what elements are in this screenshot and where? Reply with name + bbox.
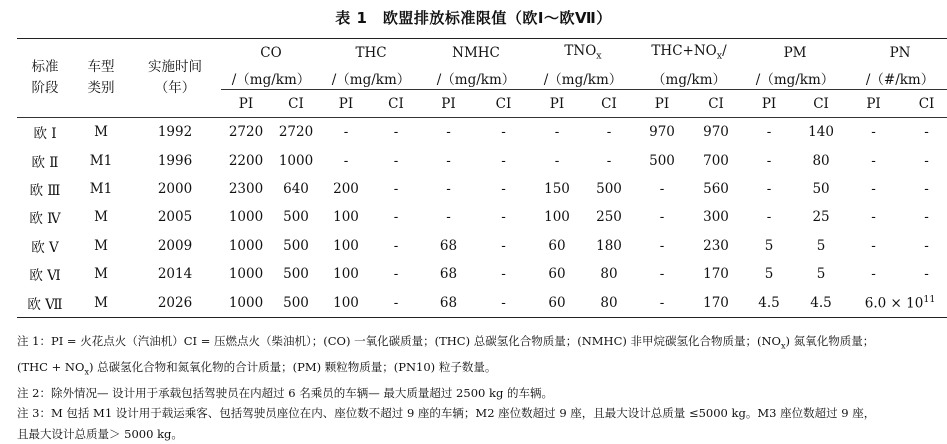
cell-value: - <box>501 180 506 197</box>
cell-value: 500 <box>596 180 622 197</box>
cell-value: - <box>766 180 772 197</box>
cell-value: 68 <box>439 266 458 283</box>
subheader-ci: CI <box>708 95 724 112</box>
unit-pm: /（mg/km） <box>743 67 847 90</box>
table-row <box>17 232 947 260</box>
cell-value: - <box>501 152 506 169</box>
cell-value: - <box>554 124 560 141</box>
cell-value: - <box>606 124 612 141</box>
table-row <box>17 260 947 288</box>
cell-stage: 欧 Ⅵ <box>29 268 61 285</box>
cell-value: 80 <box>600 266 618 283</box>
cell-type: M <box>94 266 108 283</box>
cell-value: 5 <box>816 266 826 283</box>
cell-value: - <box>446 152 451 169</box>
cell-value: - <box>766 209 772 226</box>
cell-value: 4.5 <box>758 294 780 311</box>
pn-base: 6.0 × 10 <box>864 295 924 312</box>
cell-value: 970 <box>649 124 675 141</box>
unit-thc: /（mg/km） <box>321 67 421 90</box>
cell-value: 500 <box>649 152 675 169</box>
cell-type: M1 <box>89 180 113 197</box>
cell-value: - <box>659 294 665 311</box>
note-1-line-1-head: 注 1：PI = 火花点火（汽油机）CI = 压燃点火（柴油机）；(CO) 一氧化碳质量；(THC) 总碳氢化合物质量；(NMHC) 非甲烷碳氢化合物质量；(NO <box>17 334 781 348</box>
header-thc: THC <box>355 44 387 61</box>
header-co: CO <box>260 44 282 61</box>
pn-exponent: 11 <box>923 293 936 305</box>
unit-co: /（mg/km） <box>221 67 321 90</box>
cell-value: 150 <box>544 180 570 197</box>
cell-value: - <box>393 237 399 254</box>
cell-value: 140 <box>808 124 834 141</box>
cell-value: 180 <box>596 237 622 254</box>
header-implementation-year <box>129 39 221 118</box>
cell-year: 2005 <box>157 209 193 226</box>
cell-year: 2026 <box>157 294 193 311</box>
subheader-ci: CI <box>495 95 512 112</box>
header-thc-nox <box>635 39 743 67</box>
cell-value: - <box>446 124 451 141</box>
cell-value: 80 <box>812 152 830 169</box>
note-1-line-2 <box>17 357 933 383</box>
note-3-line-2: 且最大设计总质量＞ 5000 kg。 <box>17 426 183 441</box>
subheader-pi: PI <box>654 95 670 112</box>
cell-value: 250 <box>596 209 622 226</box>
cell-stage: 欧 Ⅱ <box>31 154 59 171</box>
cell-value: - <box>501 266 506 283</box>
cell-value: 970 <box>703 124 729 141</box>
cell-value: - <box>393 180 399 197</box>
cell-value: - <box>606 152 612 169</box>
header-thc-nox-main: THC+NO <box>651 43 717 60</box>
cell-type: M <box>94 237 108 254</box>
cell-value: - <box>924 152 929 169</box>
unit-tnox: /（mg/km） <box>531 67 635 90</box>
cell-value: 100 <box>333 294 359 311</box>
subheader-ci: CI <box>388 95 404 112</box>
header-stage-line1: 标准 <box>31 59 59 75</box>
cell-value: - <box>501 124 506 141</box>
cell-value: 500 <box>283 266 309 283</box>
cell-value: - <box>446 209 451 226</box>
cell-value: - <box>924 124 929 141</box>
cell-value: - <box>393 266 399 283</box>
cell-value: 100 <box>544 209 570 226</box>
cell-value: - <box>393 124 399 141</box>
cell-value: - <box>659 180 665 197</box>
header-type-line2: 类别 <box>87 80 115 96</box>
table-row <box>17 288 947 317</box>
unit-pn: /（#/km） <box>847 67 947 90</box>
cell-value: 2720 <box>278 124 314 141</box>
unit-nmhc: /（mg/km） <box>421 67 531 90</box>
cell-stage: 欧 Ⅲ <box>29 182 61 199</box>
cell-value: 68 <box>439 294 458 311</box>
cell-type: M <box>94 209 108 226</box>
subheader-pi: PI <box>549 95 565 112</box>
cell-value: 68 <box>439 237 458 254</box>
cell-value: - <box>501 294 506 311</box>
cell-value: - <box>924 266 929 283</box>
cell-value: 170 <box>703 294 729 311</box>
cell-type: M1 <box>89 152 113 169</box>
cell-value: 60 <box>548 237 566 254</box>
cell-year: 2000 <box>157 180 193 197</box>
subheader-pi: PI <box>338 95 354 112</box>
cell-value: 50 <box>812 180 830 197</box>
cell-value: 100 <box>333 209 359 226</box>
header-tnox-sub: x <box>596 51 602 63</box>
cell-value: - <box>659 209 665 226</box>
cell-value: - <box>924 180 929 197</box>
header-thc-nox-tail: / <box>722 43 727 60</box>
table-row <box>17 118 947 147</box>
cell-value: - <box>924 209 929 226</box>
header-date-line1: 实施时间 <box>148 59 202 75</box>
cell-value: 200 <box>333 180 359 197</box>
table-row <box>17 203 947 231</box>
header-vehicle-type <box>73 39 129 118</box>
cell-year: 2014 <box>157 266 193 283</box>
emission-standards-table <box>17 38 947 318</box>
unit-thc-nox: （mg/km） <box>635 67 743 90</box>
cell-value: 230 <box>703 237 729 254</box>
cell-value: - <box>343 152 349 169</box>
cell-value: - <box>766 152 772 169</box>
cell-value: - <box>924 237 929 254</box>
cell-year: 1992 <box>157 124 193 141</box>
cell-value: - <box>659 237 665 254</box>
cell-value: - <box>393 209 399 226</box>
cell-value: - <box>554 152 560 169</box>
cell-stage: 欧 Ⅳ <box>29 211 61 228</box>
cell-type: M <box>94 124 108 141</box>
header-pm: PM <box>783 44 807 61</box>
note-1-line-2-head: (THC + NO <box>17 359 85 374</box>
cell-value: 1000 <box>228 237 264 254</box>
header-stage <box>17 39 73 118</box>
cell-value: 2720 <box>228 124 264 141</box>
cell-value: 170 <box>703 266 729 283</box>
subheader-pi: PI <box>238 95 254 112</box>
cell-stage: 欧 Ⅶ <box>27 296 63 313</box>
cell-value: 25 <box>812 209 830 226</box>
cell-value: - <box>871 266 876 283</box>
note-1-line-2-sub: x <box>84 367 89 377</box>
cell-value: 2300 <box>228 180 264 197</box>
note-1-line-2-tail: ) 总碳氢化合物和氮氧化物的合计质量；(PM) 颗粒物质量；(PN10) 粒子数量。 <box>88 359 497 374</box>
cell-value: 80 <box>600 294 618 311</box>
cell-value: - <box>501 209 506 226</box>
note-1-line-1-sub: x <box>781 341 786 351</box>
cell-value: 5 <box>764 237 774 254</box>
cell-stage: 欧 Ⅰ <box>33 126 57 143</box>
table-row <box>17 175 947 203</box>
table-title: 表 1 欧盟排放标准限值（欧Ⅰ～欧Ⅶ） <box>335 9 612 27</box>
cell-year: 1996 <box>157 152 193 169</box>
header-type-line1: 车型 <box>87 59 115 75</box>
cell-stage: 欧 Ⅴ <box>31 239 59 256</box>
cell-value: 1000 <box>228 209 264 226</box>
cell-value: 700 <box>703 152 729 169</box>
cell-value: 5 <box>816 237 826 254</box>
cell-value: 4.5 <box>810 294 832 311</box>
cell-value: - <box>659 266 665 283</box>
cell-value: - <box>446 180 451 197</box>
cell-value: - <box>871 180 876 197</box>
subheader-ci: CI <box>918 95 935 112</box>
subheader-pi: PI <box>441 95 456 112</box>
cell-value: - <box>871 124 876 141</box>
subheader-ci: CI <box>601 95 617 112</box>
table-notes <box>17 331 933 444</box>
cell-value: 100 <box>333 237 359 254</box>
cell-value: - <box>501 237 506 254</box>
cell-value: - <box>871 209 876 226</box>
cell-value: 100 <box>333 266 359 283</box>
cell-value: 560 <box>703 180 729 197</box>
cell-value: 1000 <box>278 152 314 169</box>
header-tnox-main: TNO <box>564 43 597 60</box>
cell-value: 300 <box>703 209 729 226</box>
cell-value: 5 <box>764 266 774 283</box>
cell-year: 2009 <box>157 237 193 254</box>
header-pn: PN <box>889 44 911 61</box>
cell-value: - <box>343 124 349 141</box>
cell-value: 2200 <box>228 152 264 169</box>
cell-value: 1000 <box>228 266 264 283</box>
cell-value: 60 <box>548 294 566 311</box>
note-1-line-1-tail: ) 氮氧化物质量； <box>785 334 875 348</box>
header-thc-nox-sub: x <box>716 51 723 63</box>
cell-value: - <box>393 152 399 169</box>
cell-value: 500 <box>283 237 309 254</box>
cell-type: M <box>94 294 108 311</box>
table-row <box>17 146 947 174</box>
cell-value: 1000 <box>228 294 264 311</box>
cell-pn-merged <box>847 288 947 317</box>
subheader-pi: PI <box>866 95 881 112</box>
cell-value: - <box>871 152 876 169</box>
note-1-line-1 <box>17 331 933 357</box>
cell-value: 500 <box>283 294 309 311</box>
header-date-line2: （年） <box>154 80 196 96</box>
subheader-pi: PI <box>761 95 777 112</box>
cell-value: - <box>393 294 399 311</box>
subheader-ci: CI <box>813 95 829 112</box>
cell-value: - <box>871 237 876 254</box>
cell-value: 500 <box>283 209 309 226</box>
header-nmhc: NMHC <box>452 44 500 61</box>
cell-value: 60 <box>548 266 566 283</box>
note-3-line-1: 注 3：M 包括 M1 设计用于载运乘客、包括驾驶员座位在内、座位数不超过 9 座的车辆；M2 座位数超过 9 座，且最大设计总质量 ≤5000 kg。M3 座位数超过 9 座， <box>17 406 876 421</box>
header-tnox <box>531 39 635 67</box>
header-stage-line2: 阶段 <box>31 80 59 96</box>
note-2: 注 2：除外情况— 设计用于承载包括驾驶员在内超过 6 名乘员的车辆— 最大质量超过 2500 kg 的车辆。 <box>17 385 553 400</box>
cell-value: 640 <box>283 180 309 197</box>
subheader-ci: CI <box>288 95 304 112</box>
cell-value: - <box>766 124 772 141</box>
